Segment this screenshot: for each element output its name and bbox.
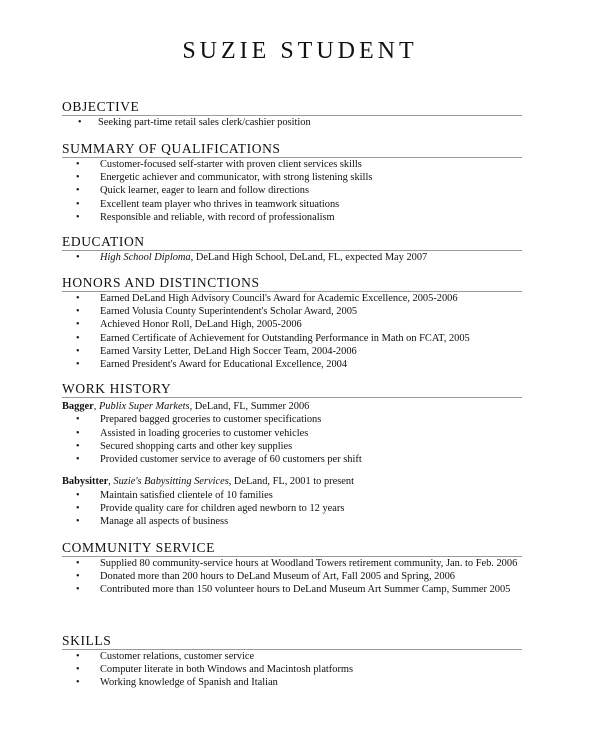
education-section xyxy=(62,234,522,264)
list-item: • Excellent team player who thrives in teamwork situations xyxy=(62,198,522,211)
list-item: • Earned Volusia County Superintendent's Scholar Award, 2005 xyxy=(62,305,522,318)
job-title: Babysitter xyxy=(62,476,109,488)
list-item: • Maintain satisfied clientele of 10 families xyxy=(62,489,522,502)
education-diploma: High School Diploma xyxy=(100,252,191,263)
job-employer: Suzie's Babysitting Services xyxy=(113,476,229,488)
job-title: Bagger xyxy=(62,401,94,412)
job-title-line: Bagger, Publix Super Markets, DeLand, FL, Summer 2006 xyxy=(62,401,310,412)
job-title-line: Babysitter, Suzie's Babysitting Services, DeLand, FL, 2001 to present xyxy=(62,476,354,488)
qualifications-list xyxy=(62,158,522,224)
list-item: • Seeking part-time retail sales clerk/cashier position xyxy=(62,116,522,129)
honors-heading: HONORS AND DISTINCTIONS xyxy=(62,275,522,292)
job-duties-list xyxy=(62,413,522,466)
list-item: • Manage all aspects of business xyxy=(62,515,522,528)
list-item: • Earned Varsity Letter, DeLand High Soccer Team, 2004-2006 xyxy=(62,345,522,358)
honors-list xyxy=(62,292,522,371)
objective-list xyxy=(62,116,522,129)
list-item: • Contributed more than 150 volunteer hours to DeLand Museum Art Summer Camp, Summer 2005 xyxy=(62,583,520,596)
list-item: • Secured shopping carts and other key supplies xyxy=(62,440,522,453)
qualifications-section xyxy=(62,141,522,224)
job-detail: , DeLand, FL, Summer 2006 xyxy=(189,401,310,412)
list-item: • Computer literate in both Windows and Macintosh platforms xyxy=(62,663,522,676)
list-item: • Assisted in loading groceries to customer vehicles xyxy=(62,427,522,440)
education-detail: , DeLand High School, DeLand, FL, expected May 2007 xyxy=(190,252,428,263)
job-duties-list xyxy=(62,489,522,529)
list-item: • Customer-focused self-starter with proven client services skills xyxy=(62,158,522,171)
community-list xyxy=(62,557,522,597)
list-item: • Customer relations, customer service xyxy=(62,650,522,663)
objective-section xyxy=(62,99,522,129)
education-entry xyxy=(62,251,522,264)
list-item: • Prepared bagged groceries to customer specifications xyxy=(62,413,522,426)
work-section xyxy=(62,381,522,528)
list-item: • Energetic achiever and communicator, with strong listening skills xyxy=(62,171,522,184)
skills-list xyxy=(62,650,522,690)
list-item: • Working knowledge of Spanish and Italian xyxy=(62,676,522,689)
resume-name: SUZIE STUDENT xyxy=(182,38,418,64)
job-detail: , DeLand, FL, 2001 to present xyxy=(228,476,354,488)
list-item: • Responsible and reliable, with record of professionalism xyxy=(62,211,522,224)
list-item: • Earned DeLand High Advisory Council's Award for Academic Excellence, 2005-2006 xyxy=(62,292,522,305)
objective-heading: OBJECTIVE xyxy=(62,99,522,116)
list-item: • Quick learner, eager to learn and follow directions xyxy=(62,184,522,197)
list-item: • Provide quality care for children aged newborn to 12 years xyxy=(62,502,522,515)
qualifications-heading: SUMMARY OF QUALIFICATIONS xyxy=(62,141,522,158)
work-heading: WORK HISTORY xyxy=(62,381,522,398)
skills-section xyxy=(62,633,522,690)
list-item: • Earned Certificate of Achievement for Outstanding Performance in Math on FCAT, 2005 xyxy=(62,332,522,345)
education-heading: EDUCATION xyxy=(62,234,522,251)
list-item: • Provided customer service to average of 60 customers per shift xyxy=(62,453,522,466)
community-section xyxy=(62,540,522,597)
skills-heading: SKILLS xyxy=(62,633,522,650)
honors-section xyxy=(62,275,522,371)
job-employer: Publix Super Markets xyxy=(98,401,190,412)
list-item: • Donated more than 200 hours to DeLand Museum of Art, Fall 2005 and Spring, 2006 xyxy=(62,570,522,583)
list-item: • Supplied 80 community-service hours at Woodland Towers retirement community, Jan. to Feb. 2006 xyxy=(62,557,520,570)
list-item: • Earned President's Award for Educational Excellence, 2004 xyxy=(62,358,522,371)
community-heading: COMMUNITY SERVICE xyxy=(62,540,522,557)
list-item: • Achieved Honor Roll, DeLand High, 2005-2006 xyxy=(62,318,522,331)
